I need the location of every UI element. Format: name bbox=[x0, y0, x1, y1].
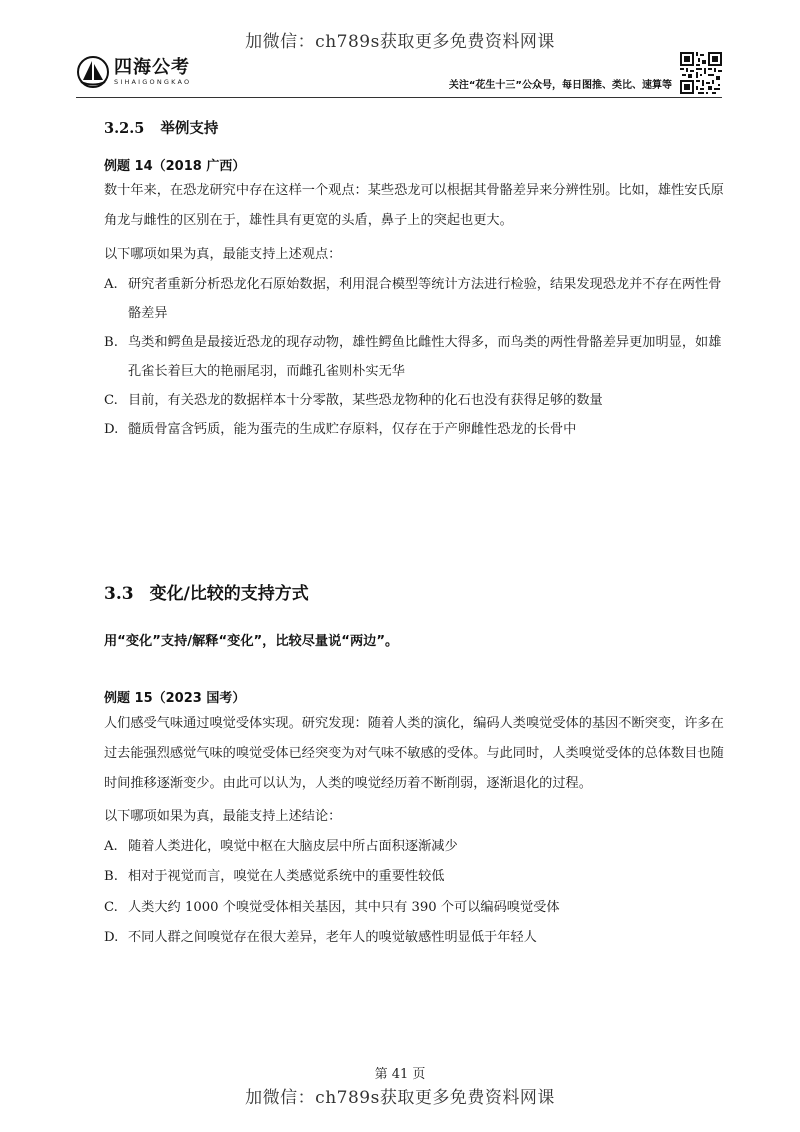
option-label: D. bbox=[104, 422, 119, 437]
logo-subtitle: SIHAIGONGKAO bbox=[114, 78, 192, 86]
example-15-option-a bbox=[104, 832, 724, 861]
logo-name: 四海公考 bbox=[114, 57, 190, 78]
example-14-option-a bbox=[104, 270, 724, 328]
example-14-option-b bbox=[104, 328, 724, 386]
example-14-title: 例题 14（2018 广西） bbox=[104, 159, 246, 174]
section-number: 3.3 bbox=[104, 584, 134, 604]
example-15-stem-text: 人们感受气味通过嗅觉受体实现。研究发现：随着人类的演化，编码人类嗅觉受体的基因不断突变，许多在过去能强烈感觉气味的嗅觉受体已经突变为对气味不敏感的受体。与此同时，人类嗅觉受体的总体数目也随时间推移逐渐变少。由此可以认为，人类的嗅觉经历着不断削弱，逐渐退化的过程。 bbox=[104, 716, 724, 791]
option-label: B. bbox=[104, 869, 118, 884]
option-text: 相对于视觉而言，嗅觉在人类感觉系统中的重要性较低 bbox=[128, 869, 445, 884]
section-title: 变化/比较的支持方式 bbox=[149, 584, 309, 604]
option-text: 随着人类进化，嗅觉中枢在大脑皮层中所占面积逐渐减少 bbox=[128, 839, 458, 854]
section-number: 3.2.5 bbox=[104, 120, 145, 137]
section-title: 举例支持 bbox=[160, 121, 219, 137]
page-header bbox=[76, 52, 722, 96]
example-15-option-b bbox=[104, 862, 724, 891]
example-14-question: 以下哪项如果为真，最能支持上述观点： bbox=[104, 247, 342, 262]
example-14-stem-text: 数十年来，在恐龙研究中存在这样一个观点：某些恐龙可以根据其骨骼差异来分辨性别。比如，雄性安氏原角龙与雌性的区别在于，雄性具有更宽的头盾，鼻子上的突起也更大。 bbox=[104, 183, 724, 228]
sailboat-logo-icon bbox=[76, 56, 110, 88]
option-text: 不同人群之间嗅觉存在很大差异，老年人的嗅觉敏感性明显低于年轻人 bbox=[128, 930, 537, 945]
qr-code-icon bbox=[680, 52, 722, 94]
option-text: 鸟类和鳄鱼是最接近恐龙的现存动物，雄性鳄鱼比雌性大得多，而鸟类的两性骨骼差异更加明显，如雄孔雀长着巨大的艳丽尾羽，而雌孔雀则朴实无华 bbox=[128, 335, 722, 379]
example-14-option-d bbox=[104, 415, 724, 444]
option-label: A. bbox=[104, 839, 118, 854]
option-text: 研究者重新分析恐龙化石原始数据，利用混合模型等统计方法进行检验，结果发现恐龙并不存在两性骨骼差异 bbox=[128, 277, 722, 321]
example-14-stem bbox=[104, 176, 724, 236]
option-text: 髓质骨富含钙质，能为蛋壳的生成贮存原料，仅存在于产卵雌性恐龙的长骨中 bbox=[128, 422, 577, 437]
watermark-bottom: 加微信：ch789s获取更多免费资料网课 bbox=[245, 1088, 555, 1108]
header-divider bbox=[76, 97, 722, 98]
example-14-option-c bbox=[104, 386, 724, 415]
example-15-title: 例题 15（2023 国考） bbox=[104, 691, 246, 706]
example-15-option-c bbox=[104, 893, 724, 922]
tip-text: 用“变化”支持/解释“变化”，比较尽量说“两边”。 bbox=[104, 634, 399, 649]
example-15-option-d bbox=[104, 923, 724, 952]
option-text: 人类大约 1000 个嗅觉受体相关基因，其中只有 390 个可以编码嗅觉受体 bbox=[128, 900, 560, 915]
option-label: B. bbox=[104, 335, 118, 350]
logo bbox=[76, 55, 216, 89]
example-15-stem bbox=[104, 709, 724, 799]
section-heading-3-2-5 bbox=[104, 117, 218, 138]
page-number: 第 41 页 bbox=[374, 1067, 426, 1082]
option-label: D. bbox=[104, 930, 119, 945]
option-label: C. bbox=[104, 900, 118, 915]
example-15-question: 以下哪项如果为真，最能支持上述结论： bbox=[104, 809, 342, 824]
option-text: 目前，有关恐龙的数据样本十分零散，某些恐龙物种的化石也没有获得足够的数量 bbox=[128, 393, 603, 408]
section-heading-3-3 bbox=[104, 579, 309, 604]
watermark-top: 加微信：ch789s获取更多免费资料网课 bbox=[245, 32, 555, 52]
option-label: C. bbox=[104, 393, 118, 408]
header-slogan: 关注“花生十三”公众号，每日图推、类比、速算等 bbox=[448, 80, 672, 91]
option-label: A. bbox=[104, 277, 118, 292]
